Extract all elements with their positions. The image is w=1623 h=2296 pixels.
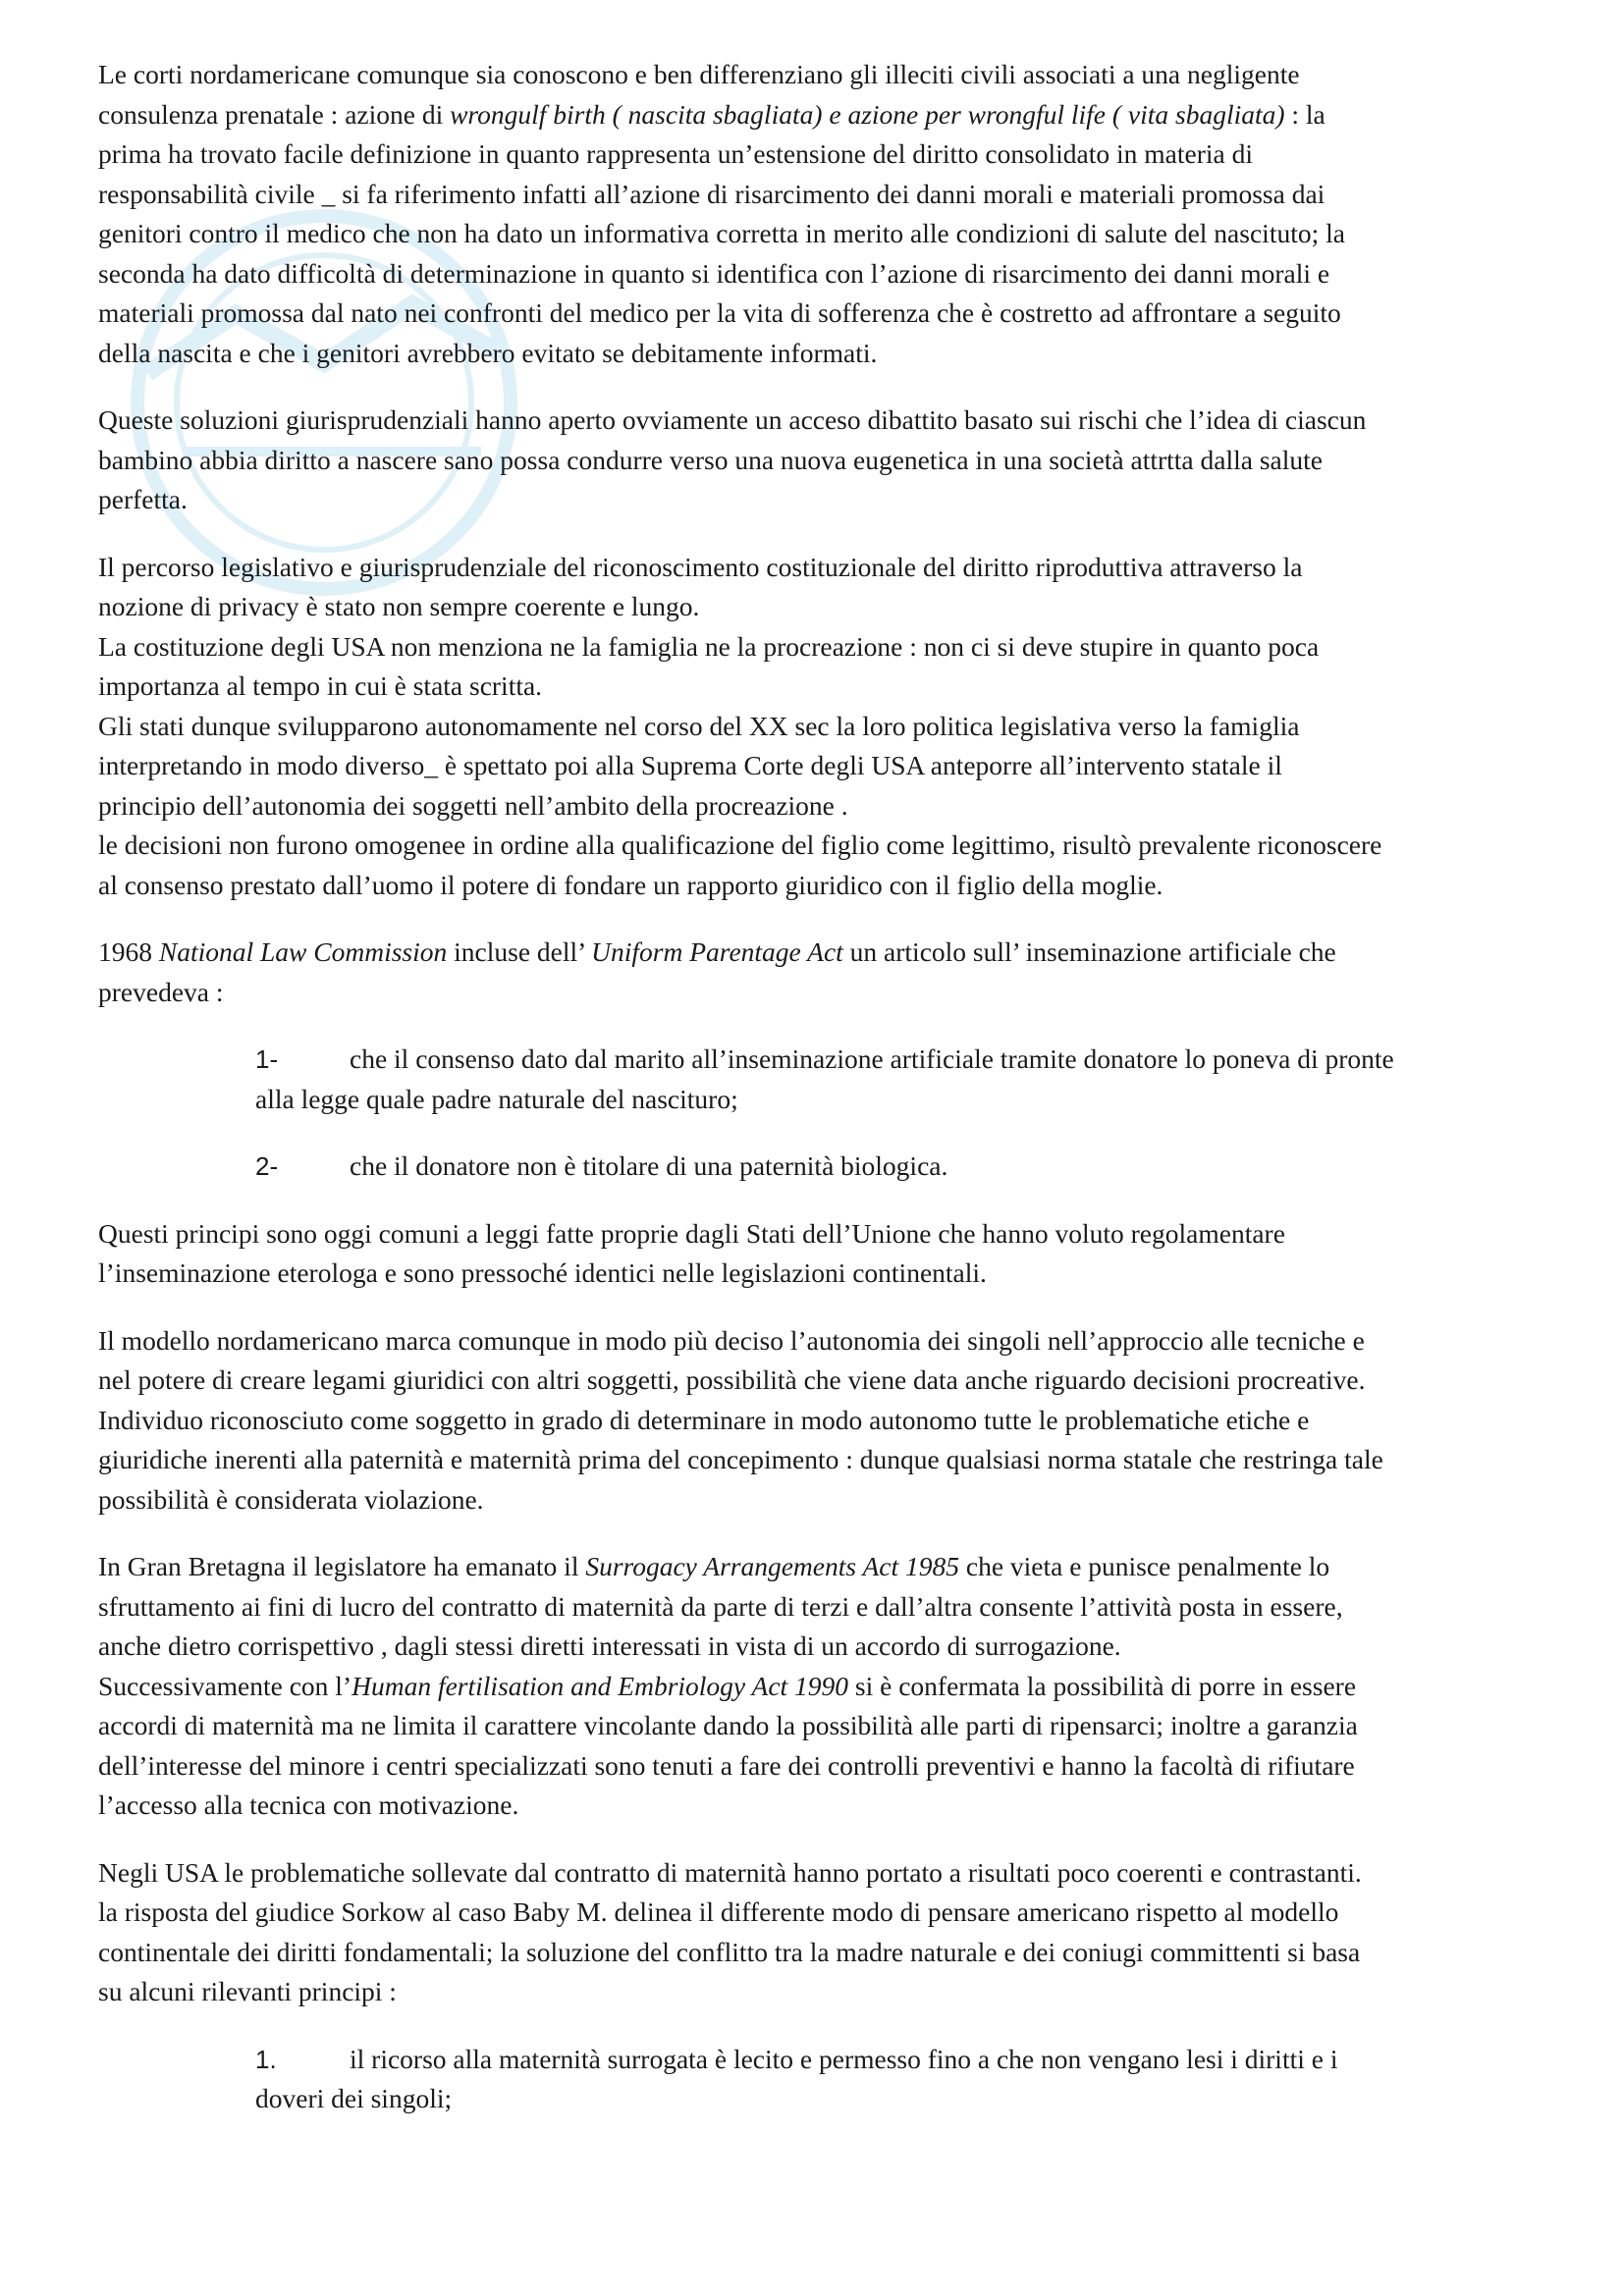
text-segment: si è confermata la possibilità di porre in essere (848, 1670, 1357, 1701)
text-line (98, 1587, 1534, 1628)
text-line (98, 254, 1534, 294)
text-segment: dell’interesse del minore i centri specializzati sono tenuti a fare dei controlli preventivi e hanno la facoltà di rifiutare (98, 1749, 1355, 1781)
text-line: Queste soluzioni giurisprudenziali hanno aperto ovviamente un acceso dibattito basato sui rischi che l’idea di ciascun (98, 404, 1367, 435)
list-marker: 2- (255, 1151, 279, 1181)
text-segment: materiali promossa dal nato nei confronti del medico per la vita di sofferenza che è costretto ad affrontare a seguito (98, 297, 1341, 328)
text-line: le decisioni non furono omogenee in ordine alla qualificazione del figlio come legittimo, risultò prevalente riconoscere (98, 829, 1382, 860)
list-item (255, 2040, 1534, 2119)
text-segment: In Gran Bretagna il legislatore ha emanato il (98, 1551, 586, 1581)
text-segment: consulenza prenatale : azione di (98, 98, 451, 130)
text-segment: prevedeva : (98, 976, 224, 1007)
text-line: bambino abbia diritto a nascere sano possa condurre verso una nuova eugenetica in una società attrtta dalla salute (98, 444, 1323, 475)
text-segment: che vieta e punisce penalmente lo (958, 1551, 1330, 1581)
text-line (98, 1786, 1534, 1826)
text-line (98, 214, 1534, 254)
text-line: Negli USA le problematiche sollevate dal contratto di maternità hanno portato a risultati poco coerenti e contrastanti. (98, 1856, 1362, 1888)
text-line (98, 1547, 1534, 1587)
text-line: su alcuni rilevanti principi : (98, 1976, 397, 2006)
italic-text: Uniform Parentage Act (591, 936, 843, 967)
list-item (255, 1147, 1534, 1187)
text-line: interpretando in modo diverso_ è spettato poi alla Suprema Corte degli USA anteporre all’intervento statale il (98, 750, 1282, 780)
text-segment: della nascita e che i genitori avrebbero evitato se debitamente informati. (98, 337, 878, 368)
text-line: l’inseminazione eterologa e sono pressoché identici nelle legislazioni continentali. (98, 1257, 987, 1288)
list-item-text: alla legge quale padre naturale del nascituro; (255, 1083, 738, 1114)
list-item-text: che il donatore non è titolare di una paternità biologica. (350, 1150, 948, 1181)
paragraph-great-britain (98, 1547, 1534, 1826)
text-line (98, 294, 1534, 334)
document-page (98, 55, 1534, 2147)
text-line (98, 334, 1534, 374)
text-line (98, 933, 1534, 973)
paragraph-legislative-path (98, 548, 1534, 906)
text-line (98, 175, 1534, 215)
numbered-list-surrogacy (255, 2040, 1534, 2119)
list-item (255, 1040, 1534, 1119)
list-item-text: doveri dei singoli; (255, 2083, 453, 2113)
text-segment: incluse dell’ (447, 936, 592, 967)
list-marker: 1- (255, 1044, 279, 1074)
text-line: al consenso prestato dall’uomo il potere di fondare un rapporto giuridico con il figlio della moglie. (98, 869, 1163, 900)
paragraph-wrongful-birth (98, 55, 1534, 373)
list-item-text: il ricorso alla maternità surrogata è lecito e permesso fino a che non vengano lesi i diritti e i (350, 2043, 1338, 2074)
text-line: perfetta. (98, 484, 188, 514)
paragraph-debate (98, 400, 1534, 520)
text-line: importanza al tempo in cui è stata scritta. (98, 670, 543, 701)
text-line (98, 1627, 1534, 1667)
text-line: La costituzione degli USA non menziona ne la famiglia ne la procreazione : non ci si deve stupire in quanto poca (98, 630, 1320, 662)
italic-text: National Law Commission (158, 936, 448, 967)
paragraph-usa-baby-m (98, 1853, 1534, 2012)
text-line: Gli stati dunque svilupparono autonomamente nel corso del XX sec la loro politica legislativa verso la famiglia (98, 710, 1300, 741)
paragraph-principles (98, 1214, 1534, 1294)
text-line (98, 95, 1534, 135)
italic-text: Surrogacy Arrangements Act 1985 (585, 1551, 959, 1581)
text-segment: prima ha trovato facile definizione in quanto rappresenta un’estensione del diritto consolidato in materia di (98, 138, 1254, 169)
paragraph-1968-commission (98, 933, 1534, 1012)
italic-text: Human fertilisation and Embriology Act 1990 (352, 1670, 849, 1701)
text-segment: anche dietro corrispettivo , dagli stessi diretti interessati in vista di un accordo di surrogazione. (98, 1630, 1121, 1661)
text-line (98, 973, 1534, 1013)
text-line: Il percorso legislativo e giurisprudenziale del riconoscimento costituzionale del diritto riproduttiva attraverso la (98, 551, 1303, 582)
text-line: Questi principi sono oggi comuni a leggi fatte proprie dagli Stati dell’Unione che hanno voluto regolamentare (98, 1217, 1285, 1249)
list-marker: 1. (255, 2044, 277, 2074)
text-line (98, 55, 1534, 95)
text-line (98, 134, 1534, 175)
italic-text: wrongulf birth ( nascita sbagliata) e azione per wrongful life ( vita sbagliata) (450, 98, 1285, 130)
text-segment: accordi di maternità ma ne limita il carattere vincolante dando la possibilità alle parti di ripensarci; inoltre a garanzia (98, 1710, 1358, 1740)
text-segment: Successivamente con l’ (98, 1670, 352, 1701)
text-line: Il modello nordamericano marca comunque in modo più deciso l’autonomia dei singoli nell’approccio alle tecniche e (98, 1324, 1365, 1356)
text-line: possibilità è considerata violazione. (98, 1483, 484, 1515)
text-segment: 1968 (98, 936, 159, 967)
text-line: nel potere di creare legami giuridici con altri soggetti, possibilità che viene data anche riguardo decisioni procreative. (98, 1364, 1366, 1395)
text-line: Individuo riconosciuto come soggetto in grado di determinare in modo autonomo tutte le problematiche etiche e (98, 1404, 1310, 1435)
text-segment: genitori contro il medico che non ha dato un informativa corretta in merito alle condizioni di salute del nascituto; la (98, 218, 1345, 248)
text-segment: l’accesso alla tecnica con motivazione. (98, 1789, 519, 1820)
text-segment: seconda ha dato difficoltà di determinazione in quanto si identifica con l’azione di risarcimento dei danni morali e (98, 257, 1330, 289)
list-item-text: che il consenso dato dal marito all’inseminazione artificiale tramite donatore lo poneva di pronte (350, 1043, 1394, 1074)
text-segment: sfruttamento ai fini di lucro del contratto di maternità da parte di terzi e dall’altra consente l’attività posta in essere, (98, 1590, 1343, 1622)
text-line: la risposta del giudice Sorkow al caso Baby M. delinea il differente modo di pensare americano rispetto al modello (98, 1896, 1339, 1927)
text-line: principio dell’autonomia dei soggetti nell’ambito della procreazione . (98, 789, 848, 821)
text-line (98, 1667, 1534, 1707)
text-line (98, 1706, 1534, 1746)
text-segment: Le corti nordamericane comunque sia conoscono e ben differenziano gli illeciti civili associati a una negligente (98, 59, 1300, 89)
text-line: giuridiche inerenti alla paternità e maternità prima del concepimento : dunque qualsiasi norma statale che restringa tale (98, 1444, 1383, 1474)
text-segment: : la (1284, 98, 1325, 130)
text-line: continentale dei diritti fondamentali; la soluzione del conflitto tra la madre naturale e dei coniugi committenti si basa (98, 1936, 1361, 1967)
numbered-list-parentage (255, 1040, 1534, 1187)
text-segment: responsabilità civile _ si fa riferimento infatti all’azione di risarcimento dei danni morali e materiali promossa dai (98, 178, 1325, 209)
text-segment: un articolo sull’ inseminazione artificiale che (842, 936, 1336, 967)
paragraph-north-american-model (98, 1321, 1534, 1521)
text-line (98, 1746, 1534, 1787)
text-line: nozione di privacy è stato non sempre coerente e lungo. (98, 591, 700, 621)
